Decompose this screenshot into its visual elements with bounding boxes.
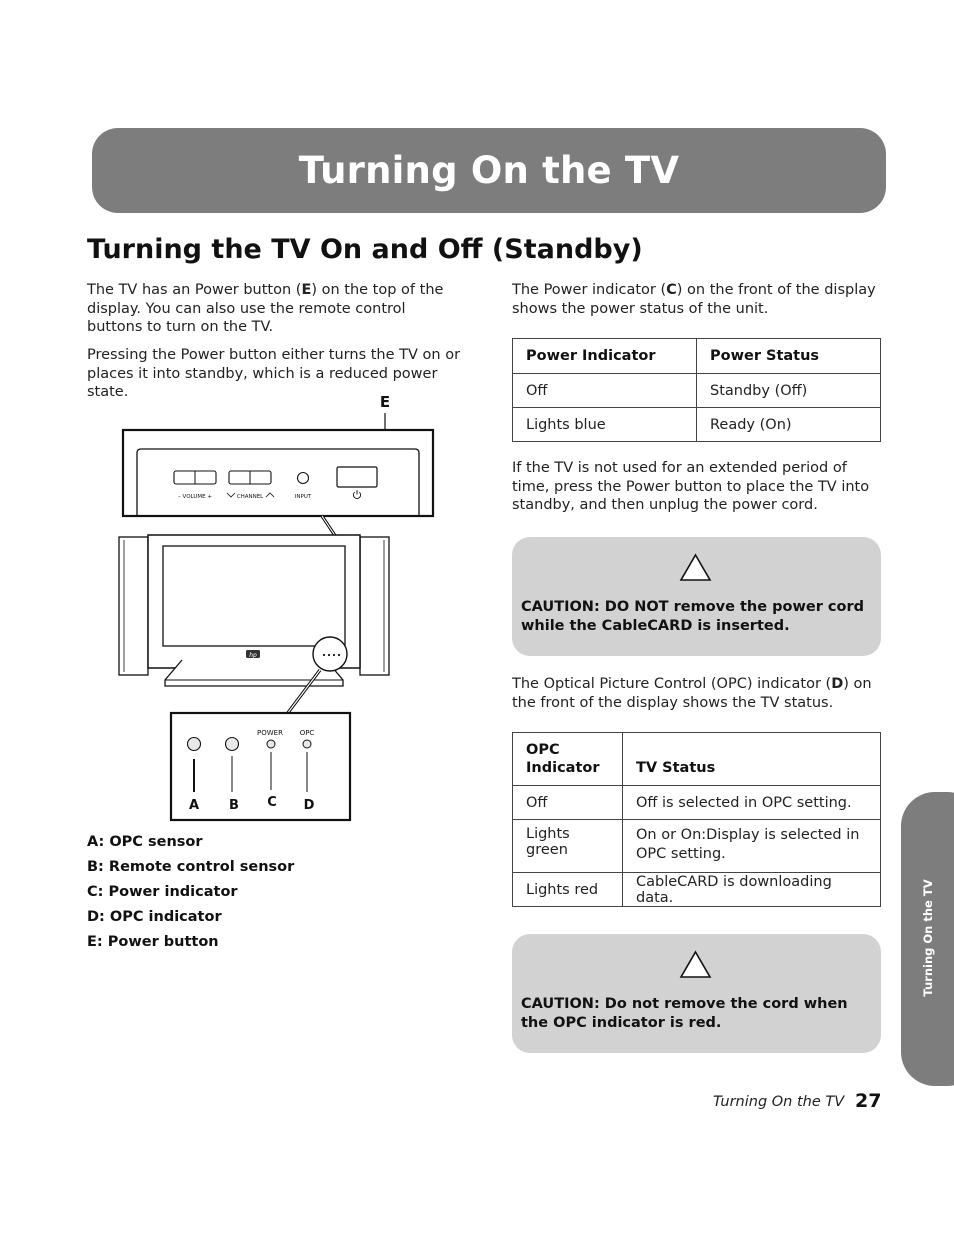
section-title: Turning the TV On and Off (Standby) [87, 234, 643, 265]
letter-a: A [188, 798, 200, 813]
volume-label: – VOLUME + [178, 494, 212, 500]
table-cell: Standby (Off) [697, 374, 881, 408]
opc-paragraph: The Optical Picture Control (OPC) indicator (D) on the front of the display shows the TV status. [512, 676, 872, 711]
table-cell: On or On:Display is selected in OPC setting. [623, 820, 881, 873]
side-tab-label: Turning On the TV [921, 879, 935, 997]
table-row [513, 408, 881, 442]
right-speaker [360, 537, 389, 675]
legend-item: C: Power indicator [87, 884, 238, 900]
page-number: 27 [855, 1090, 882, 1112]
legend-item: B: Remote control sensor [87, 859, 295, 875]
caution-text: CAUTION: DO NOT remove the power cord while the CableCARD is inserted. [521, 599, 864, 634]
caution-triangle-icon [679, 950, 712, 979]
input-button [298, 473, 309, 484]
table-header-row [513, 733, 881, 786]
footer-chapter-label: Turning On the TV [713, 1094, 845, 1110]
power-label: POWER [257, 729, 283, 737]
table-header: OPC Indicator [513, 733, 623, 786]
callout-e-label: E [379, 393, 391, 411]
table-cell: Off is selected in OPC setting. [623, 786, 881, 820]
opc-sensor-dot [188, 738, 201, 751]
table-cell: Lights red [513, 873, 623, 907]
table-header-row [513, 339, 881, 374]
caution-box-cablecard [512, 537, 881, 656]
left-speaker [119, 537, 148, 675]
legend-item: E: Power button [87, 934, 219, 950]
table-cell: Ready (On) [697, 408, 881, 442]
table-row [513, 786, 881, 820]
table-cell: CableCARD is downloading data. [623, 873, 881, 907]
caution-box-opc [512, 934, 881, 1053]
letter-c: C [267, 795, 277, 810]
letter-b: B [229, 798, 239, 813]
chapter-banner [92, 128, 886, 213]
table-row [513, 873, 881, 907]
top-control-panel [123, 430, 433, 516]
power-indicator-paragraph: The Power indicator (C) on the front of the display shows the power status of the unit. [512, 282, 876, 317]
caution-text: CAUTION: Do not remove the cord when the OPC indicator is red. [521, 996, 848, 1031]
table-header: TV Status [623, 733, 881, 786]
power-button-drawing [337, 467, 377, 487]
caution-triangle-icon [679, 553, 712, 582]
table-cell: Lights green [513, 820, 623, 873]
power-status-table [512, 338, 881, 442]
svg-text:hp: hp [249, 652, 257, 659]
opc-indicator-dot [303, 740, 311, 748]
opc-status-table [512, 732, 881, 907]
channel-label: CHANNEL [236, 494, 264, 500]
standby-advice-paragraph: If the TV is not used for an extended period of time, press the Power button to place the TV into standby, and then unplug the power cord. [512, 460, 870, 513]
input-label: INPUT [294, 494, 312, 500]
legend-item: D: OPC indicator [87, 909, 222, 925]
table-cell: Off [513, 786, 623, 820]
table-header: Power Status [697, 339, 881, 374]
indicator-callout-circle [313, 637, 347, 671]
diagram-legend [87, 832, 294, 957]
table-row [513, 820, 881, 873]
tv-screen [163, 546, 345, 646]
standby-paragraph: Pressing the Power button either turns the TV on or places it into standby, which is a reduced power state. [87, 347, 461, 400]
legend-item: A: OPC sensor [87, 834, 203, 850]
remote-sensor-dot [226, 738, 239, 751]
table-cell: Off [513, 374, 697, 408]
chapter-title: Turning On the TV [298, 149, 680, 192]
table-header: Power Indicator [513, 339, 697, 374]
letter-d: D [303, 798, 315, 813]
table-cell: Lights blue [513, 408, 697, 442]
intro-paragraph: The TV has an Power button (E) on the top of the display. You can also use the remote control buttons to turn on the TV. [87, 282, 444, 335]
opc-label: OPC [299, 729, 315, 737]
power-indicator-dot [267, 740, 275, 748]
table-row [513, 374, 881, 408]
tv-diagram [110, 388, 440, 828]
